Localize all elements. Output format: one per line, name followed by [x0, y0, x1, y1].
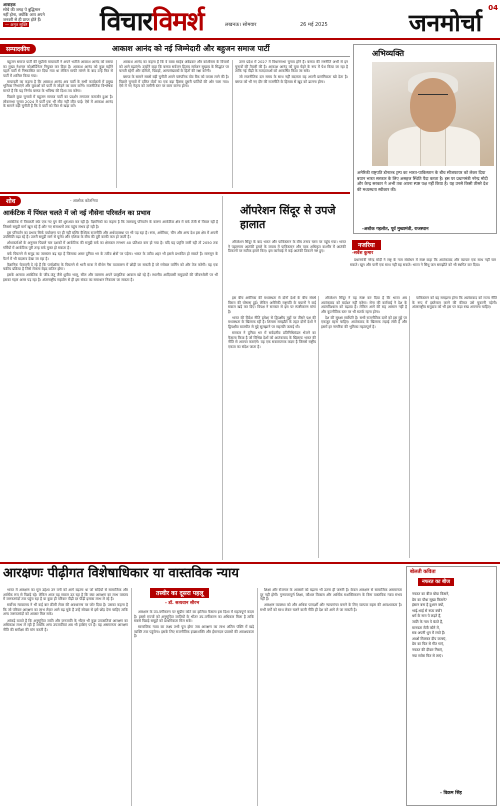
editorial-paragraph: उत्तर प्रदेश में 2027 में विधानसभा चुनाव होने हैं। बसपा की रणनीति अभी से इन चुनावों की तैयारी की है। आकाश आनंद को युवा चेहरे के रूप में पेश किया जा रहा है ताकि नई पीढ़ी के मतदाताओं को आकर्षित किया जा सके। — [235, 60, 348, 74]
operation-column-top — [350, 258, 496, 293]
poem-poet: - विक्रम सिंह — [440, 791, 462, 796]
expression-label: अभिव्यक्ति — [372, 48, 405, 58]
divider — [0, 192, 350, 194]
divider — [116, 60, 117, 188]
operation-paragraph: प्रधानमंत्री नरेन्द्र मोदी ने राष्ट्र के नाम संबोधन में स्पष्ट कहा कि आतंकवाद और व्यापार एक साथ नहीं चल सकते। खून और पानी एक साथ नहीं बह सकते। भारत ने सिंधु जल समझौते को भी स्थगित कर दिया। — [350, 258, 496, 267]
operation-column-2 — [321, 296, 407, 558]
editorial-paragraph: आकाश आनंद का कहना है कि वे बाबा साहेब अंबेडकर और कांशीराम के विचारों को आगे बढ़ाएंगे। उन्होंने कहा कि बसपा सर्वजन हिताय सर्वजन सुखाय के सिद्धांत पर चलती रहेगी और दलितों, पिछड़ों, अल्पसंख्यकों के हितों की रक्षा करेगी। — [119, 60, 229, 74]
reservation-column-2 — [134, 610, 254, 806]
research-section-label: शोध — [0, 196, 21, 206]
page-title — [100, 2, 204, 38]
operation-column-1 — [228, 296, 316, 558]
expression-author: -अशोक गहलोत, पूर्व मुख्यमंत्री, राजस्थान — [362, 227, 429, 232]
operation-paragraph: भारत की विदेश नीति हमेशा से द्विपक्षीय मुद्दों पर तीसरे पक्ष की मध्यस्थता के खिलाफ रही है। शिमला समझौते के तहत दोनों देशों ने द्विपक्षीय बातचीत से मुद्दे सुलझाने पर सहमति जताई थी। — [228, 315, 316, 330]
reservation-paragraph: आरक्षण व्यवस्था को और अधिक पारदर्शी और न्यायसंगत बनाने के लिए व्यापक बहस की आवश्यकता है। सभी वर्गों को साथ लेकर चलने वाली नीति ही देश को आगे ले जा सकती है। — [260, 603, 402, 612]
reservation-column-label: तस्वीर का दूसरा पहलू — [150, 588, 209, 598]
poem-line: इंसान बना है दुश्मन क्यों, — [412, 603, 445, 608]
divider — [409, 296, 410, 558]
masthead — [0, 0, 500, 40]
operation-paragraph: सरकार ने दुनिया भर में सर्वदलीय प्रतिनिधिमंडल भेजने का फैसला किया है जो विभिन्न देशों को आतंकवाद के खिलाफ भारत की नीति से अवगत कराएंगे। यह एक सकारात्मक कदम है जिससे राष्ट्रीय एकता का संदेश जाता है। — [228, 331, 316, 349]
politician-photo — [372, 62, 494, 166]
editorial-column-2 — [119, 60, 229, 190]
masthead-quote-line: जनवरी से ही प्राप्त होते हैं। — [3, 17, 42, 22]
masthead-quote-source: — अमृत सूक्ति — [5, 22, 28, 27]
masthead-quote-line: नहीं होना, क्योंकि आप अपने — [3, 12, 45, 17]
editorial-paragraph: जो राजनीतिक दल समय के साथ नहीं बदलता वह अपनी प्रासंगिकता खो देता है। बसपा को भी नए दौर की राजनीति के हिसाब से खुद को ढालना होगा। — [235, 75, 348, 84]
reservation-paragraph: भारत में आरक्षण का मूल उद्देश्य उन वर्गों को आगे बढ़ाना था जो सदियों से सामाजिक और आर्थिक रूप से पिछड़े रहे। लेकिन आज यह सवाल उठ रहा है कि क्या आरक्षण का लाभ वास्तव में जरूरतमंदों तक पहुंच रहा है या कुछ ही परिवार पीढ़ी दर पीढ़ी इसका लाभ ले रहे हैं। — [3, 588, 128, 602]
operation-intro — [228, 240, 346, 290]
operation-paragraph: पाकिस्तान को यह समझना होगा कि आतंकवाद को राज्य नीति के रूप में इस्तेमाल करने की कीमत उसे चुकानी पड़ेगी। अंतरराष्ट्रीय समुदाय को भी इस पर कड़ा रुख अपनाना चाहिए। — [412, 296, 497, 310]
research-paragraph: इसके अलावा आर्कटिक के जीव-जंतु जैसे ध्रुवीय भालू, सील और वालरस अपने प्राकृतिक आवास खो रहे हैं। स्थानीय आदिवासी समुदायों की जीवनशैली पर भी इसका गहरा असर पड़ रहा है। अंतरराष्ट्रीय सहयोग से ही इस संकट का समाधान निकाला जा सकता है। — [3, 273, 218, 283]
operation-column-label: नजरिया — [352, 240, 381, 250]
divider — [232, 60, 233, 188]
operation-paragraph: इस बीच अमेरिका की मध्यस्थता से दोनों देशों के बीच संघर्ष विराम की घोषणा हुई। लेकिन अमेरिकी राष्ट्रपति के बयानों ने कई सवाल खड़े कर दिए। विपक्ष ने सरकार से इस पर स्पष्टीकरण मांगा है। — [228, 296, 316, 314]
photo-vest — [420, 128, 446, 166]
research-paragraph: बर्फ पिघलने से समुद्र का जलस्तर बढ़ रहा है जिसका असर दुनिया भर के तटीय क्षेत्रों पर पड़ेगा। भारत के तटीय शहर भी इससे प्रभावित हो सकते हैं। मानसून के पैटर्न में भी बदलाव देखा जा रहा है। — [3, 252, 218, 261]
reservation-paragraph: आंकड़े बताते हैं कि अनुसूचित जाति और जनजाति के भीतर भी कुछ उपजातियां आरक्षण का अधिकांश लाभ ले रही हैं जबकि अन्य उपजातियां अब भी हाशिए पर हैं। यह असमानता आरक्षण नीति की समीक्षा की मांग करती है। — [3, 618, 128, 632]
editorial-column-1 — [3, 60, 113, 190]
research-paragraph: वैज्ञानिक चेतावनी दे रहे हैं कि पर्माफ्रॉस्ट के पिघलने से भारी मात्रा में मीथेन गैस वातावरण में छोड़ी जा सकती है जो ग्लोबल वार्मिंग को और तेज करेगी। यह एक चक्रीय प्रक्रिया है जिसे रोकना बेहद कठिन होगा। — [3, 262, 218, 272]
page-number: 04 — [488, 4, 498, 12]
operation-column-3 — [412, 296, 497, 558]
poem-line: नया सवेरा फिर से लाएं। — [412, 653, 443, 658]
divider — [0, 562, 500, 564]
reservation-byline: - डॉ. सत्यवान सौरभ — [165, 601, 200, 606]
reservation-headline: आरक्षणः पीढ़ीगत विशेषाधिकार या वास्तविक न्याय — [3, 566, 239, 581]
operation-paragraph: ऑपरेशन सिंदूर ने यह स्पष्ट कर दिया है कि भारत अब आतंकवाद को बर्दाश्त नहीं करेगा। सेना की कार्रवाई ने देश के आत्मविश्वास को बढ़ाया है। लेकिन आगे की राह आसान नहीं है और कूटनीतिक स्तर पर भी सतर्क रहना होगा। — [321, 296, 407, 314]
photo-glasses — [418, 94, 448, 102]
poem-line: नफरत की दीवार गिराएं, — [412, 647, 444, 652]
photo-face — [410, 78, 456, 132]
masthead-quote-label: आवाहक — [3, 2, 16, 7]
research-byline: - आलोक कोतनिया — [70, 198, 98, 203]
editorial-paragraph: मायावती का कहना है कि आकाश आनंद अब पार्टी के सभी कार्यक्रमों में प्रमुख भूमिका निभाएंगे और युवाओं को पार्टी से जोड़ने का काम करेंगे। राजनीतिक विश्लेषक मानते हैं कि यह निर्णय बसपा के भविष्य की दिशा तय करेगा। — [3, 79, 113, 94]
divider — [318, 296, 319, 558]
poem-title: नफरत का बीज — [418, 578, 454, 586]
editorial-paragraph: पिछले कुछ चुनावों में बहुजन समाज पार्टी का प्रदर्शन लगातार कमजोर हुआ है। लोकसभा चुनाव 2024 में पार्टी एक भी सीट नहीं जीत पाई। ऐसे में आकाश आनंद के सामने बड़ी चुनौती है कि वे पार्टी को फिर से खड़ा करें। — [3, 95, 113, 109]
operation-headline: ऑपरेशन सिंदूर से उपजे हालात — [240, 204, 336, 231]
poem-label: बोलती कविता — [410, 569, 436, 575]
editorial-column-3 — [235, 60, 348, 190]
newspaper-logo: जनमोर्चा — [408, 8, 482, 37]
divider — [222, 196, 223, 560]
poem-line: आओ मिलकर दीप जलाएं, — [412, 636, 447, 641]
research-headline: आर्कटिक में पिंघल चलते में जो नई नौसेना परिवर्तन का प्रभाव — [3, 209, 151, 217]
editorial-section-label: सम्पादकीय — [0, 44, 36, 54]
page-title-part1: विचार — [100, 7, 153, 37]
masthead-quote-box — [3, 2, 98, 27]
operation-paragraph: देश की सुरक्षा सर्वोपरि है। सभी राजनीतिक दलों को इस मुद्दे पर एकजुट रहना चाहिए। आतंकवाद के खिलाफ लड़ाई लंबी है और इसमें हर नागरिक की भूमिका महत्वपूर्ण है। — [321, 315, 407, 330]
research-paragraph: आर्कटिक में पिघलती बर्फ एक नए युग की शुरुआत कर रही है। वैज्ञानिकों का कहना है कि जलवायु परिवर्तन के कारण आर्कटिक क्षेत्र में बर्फ तेजी से पिघल रही है जिससे समुद्री मार्ग खुल रहे हैं और नए संसाधनों तक पहुंच संभव हो रही है। — [3, 220, 218, 229]
reservation-paragraph: सर्वोच्च न्यायालय ने भी कई बार क्रीमी लेयर की अवधारणा पर जोर दिया है। उसका कहना है कि जो परिवार आरक्षण का लाभ लेकर आगे बढ़ चुके हैं उन्हें स्वेच्छा से इसे छोड़ देना चाहिए ताकि अन्य जरूरतमंदों को अवसर मिल सके। — [3, 603, 128, 617]
page-title-part2: विमर्श — [152, 7, 204, 37]
poem-line: धर्म के नाम पे लड़ते हैं, — [412, 614, 442, 619]
editorial-paragraph: बहुजन समाज पार्टी की सुप्रीमो मायावती ने अपने भतीजे आकाश आनंद को बसपा का मुख्य नेशनल कोऑर्डिनेटर नियुक्त कर दिया है। आकाश आनंद को कुछ महीने पहले पार्टी से निष्कासित कर दिया गया था लेकिन माफी मांगने के बाद उन्हें फिर से पार्टी में शामिल किया गया। — [3, 60, 113, 78]
research-paragraph: इस परिवर्तन का प्रभाव सिर्फ पर्यावरण पर ही नहीं बल्कि वैश्विक राजनीति और अर्थव्यवस्था पर भी पड़ रहा है। रूस, अमेरिका, चीन और अन्य देश इस क्षेत्र में अपनी उपस्थिति बढ़ा रहे हैं। उत्तरी समुद्री मार्ग से यूरोप और एशिया के बीच की दूरी काफी कम हो जाती है। — [3, 230, 218, 240]
research-paragraph: शोधकर्ताओं के अनुसार पिछले चार दशकों में आर्कटिक की समुद्री बर्फ का क्षेत्रफल लगभग 40 प्रतिशत कम हो गया है। यदि यह प्रवृत्ति जारी रही तो 2050 तक गर्मियों में आर्कटिक पूरी तरह बर्फ मुक्त हो सकता है। — [3, 241, 218, 250]
reservation-paragraph: आरक्षण के उप-वर्गीकरण पर सुप्रीम कोर्ट का हालिया फैसला इस दिशा में महत्वपूर्ण कदम है। इससे राज्यों को अनुसूचित जातियों के भीतर उप-वर्गीकरण का अधिकार मिला है ताकि सबसे पिछड़े समूहों को प्राथमिकता मिल सके। — [134, 610, 254, 624]
editorial-headline: आकाश आनंद को नई जिम्मेदारी और बहुजन समाज पार्टी — [112, 44, 270, 53]
reservation-column-1 — [3, 588, 128, 806]
reservation-paragraph: सामाजिक न्याय का लक्ष्य तभी पूरा होगा जब आरक्षण का लाभ अंतिम पंक्ति में खड़े व्यक्ति तक पहुंचेगा। इसके लिए राजनीतिक इच्छाशक्ति और ईमानदार प्रयासों की आवश्यकता है। — [134, 625, 254, 639]
poem-line: मानवता रोती कोने में, — [412, 625, 440, 630]
divider — [0, 56, 350, 57]
poem-line: सब अपनी धुन में रमते हैं। — [412, 631, 446, 636]
divider — [257, 588, 258, 806]
poem-line: जाति के नाम पे बंटते हैं, — [412, 619, 444, 624]
poem-line: प्रेम का फिर से गीत गाएं, — [412, 642, 445, 647]
poem-line: प्रेम का पौधा सूखा किसने? — [412, 597, 447, 602]
operation-byline: -सर्वेश कुमार — [352, 251, 374, 256]
edition-date: 26 मई 2025 — [300, 22, 328, 28]
expression-quote: अमेरिकी राष्ट्रपति डोनाल्ड ट्रम्प का भारत-पाकिस्तान के बीच सीजफायर को लेकर दिया बयान भारत सरकार के लिए असहज स्थिति पैदा करता है। इस पर प्रधानमंत्री नरेन्द्र मोदी और केन्द्र सरकार ने अभी तक अपना स्पष्ट पक्ष नहीं किया है। यह उनसे किसी तीसरे देश की मध्यस्थता स्वीकार की। — [357, 170, 489, 192]
masthead-quote-line: सोचे की जगह पे बुद्धिमान — [3, 7, 41, 12]
editorial-paragraph: बसपा के सामने सबसे बड़ी चुनौती अपने पारंपरिक वोट बैंक को वापस लाने की है। पिछले चुनावों में दलित वोटों का एक बड़ा हिस्सा दूसरी पार्टियों की ओर चला गया। ऐसे में नए नेतृत्व को जमीनी स्तर पर काम करना होगा। — [119, 75, 229, 89]
poem-body — [412, 592, 494, 659]
operation-paragraph: ऑपरेशन सिंदूर के बाद भारत और पाकिस्तान के बीच तनाव चरम पर पहुंच गया। भारत ने पहलगाम आतंकी हमले के जवाब में पाकिस्तान और पाक अधिकृत कश्मीर में आतंकी ठिकानों पर सटीक हमले किए। इस कार्रवाई में कई आतंकी ठिकाने नष्ट हुए। — [228, 240, 346, 254]
poem-line: नफरत का बीज बोया किसने, — [412, 592, 450, 596]
divider — [131, 588, 132, 806]
reservation-paragraph: शिक्षा और रोजगार के अवसरों को बढ़ाना भी उतना ही जरूरी है। केवल आरक्षण से सामाजिक असमानता दूर नहीं होगी। गुणवत्तापूर्ण शिक्षा, कौशल विकास और आर्थिक सशक्तिकरण के बिना वास्तविक न्याय संभव नहीं है। — [260, 588, 402, 602]
poem-line: भाई-भाई से रूठा क्यों? — [412, 608, 443, 613]
reservation-column-3 — [260, 588, 402, 806]
edition-tag: लखनऊ। सोमवार — [225, 22, 257, 28]
research-body — [3, 220, 218, 560]
